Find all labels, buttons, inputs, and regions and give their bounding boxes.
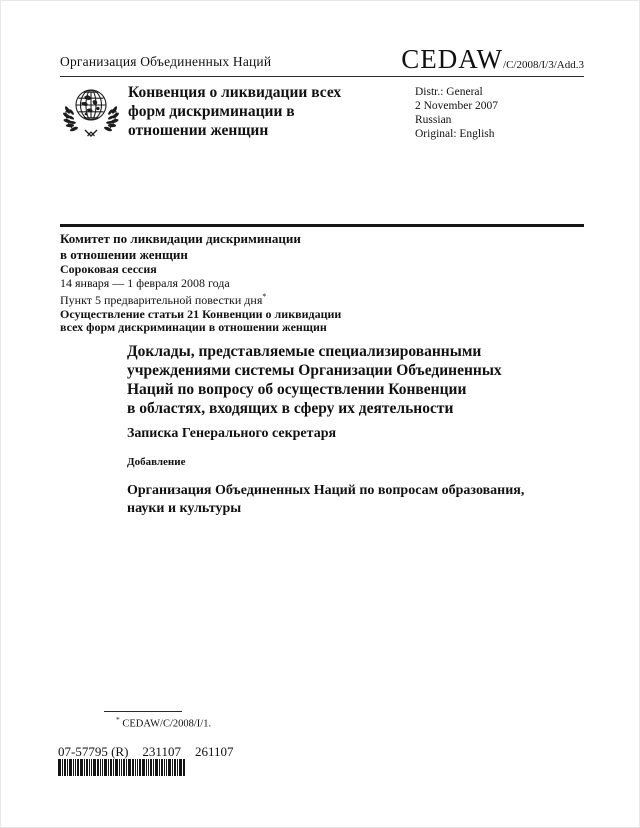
footnote — [104, 715, 211, 730]
un-emblem-icon — [59, 83, 123, 141]
convention-title-line: отношении женщин — [128, 122, 269, 139]
agency-name — [127, 482, 587, 517]
doc-symbol-suffix: /C/2008/I/3/Add.3 — [503, 59, 584, 71]
distr-original: Original: English — [415, 128, 495, 140]
distr-language: Russian — [415, 114, 452, 126]
document-title — [127, 342, 567, 418]
agenda-topic-line: Осуществление статьи 21 Конвенции о ликвидации — [60, 306, 342, 321]
header-rule — [60, 76, 584, 77]
committee-name-line: Комитет по ликвидации дискриминации — [60, 231, 301, 246]
convention-title — [128, 83, 413, 140]
footnote-text: CEDAW/C/2008/I/1. — [122, 718, 212, 730]
convention-title-line: форм дискриминации в — [128, 103, 295, 120]
agency-name-line: науки и культуры — [127, 500, 242, 516]
document-body — [127, 342, 567, 517]
distr-line: Distr.: General — [415, 86, 483, 98]
job-number-line — [58, 744, 247, 760]
distribution-block — [415, 85, 498, 141]
distr-date: 2 November 2007 — [415, 100, 499, 112]
agency-name-line: Организация Объединенных Наций по вопросам образования, — [127, 483, 525, 498]
addendum-label: Добавление — [127, 456, 186, 468]
footnote-marker: * — [116, 715, 120, 724]
org-name: Организация Объединенных Наций — [60, 54, 272, 69]
committee-name-line: в отношении женщин — [60, 247, 188, 262]
session-block — [60, 231, 420, 335]
job-number: 07-57795 (R) — [58, 744, 129, 759]
date-code: 261107 — [194, 744, 234, 759]
document-subtitle: Записка Генерального секретаря — [127, 426, 337, 441]
convention-title-line: Конвенция о ликвидации всех — [128, 84, 342, 101]
barcode — [58, 759, 187, 776]
date-code: 231107 — [142, 744, 181, 759]
document-title-line: Доклады, представляемые специализированными — [127, 343, 482, 360]
doc-symbol-main: CEDAW — [401, 44, 504, 74]
agenda-item-text: Пункт 5 предварительной повестки дня — [60, 293, 263, 307]
footnote-rule — [104, 711, 182, 712]
document-title-line: учреждениями системы Организации Объединенных — [127, 362, 502, 379]
session-dates: 14 января — 1 февраля 2008 года — [60, 275, 230, 290]
agenda-item — [60, 290, 420, 308]
document-title-line: Наций по вопросу об осуществлении Конвенции — [127, 381, 467, 398]
doc-symbol — [401, 44, 584, 75]
agenda-footnote-marker: * — [262, 292, 267, 301]
document-title-line: в областях, входящих в сферу их деятельности — [127, 400, 454, 417]
agenda-topic-line: всех форм дискриминации в отношении женщин — [60, 320, 327, 334]
masthead-rule — [60, 224, 584, 227]
session-name: Сороковая сессия — [60, 262, 157, 276]
